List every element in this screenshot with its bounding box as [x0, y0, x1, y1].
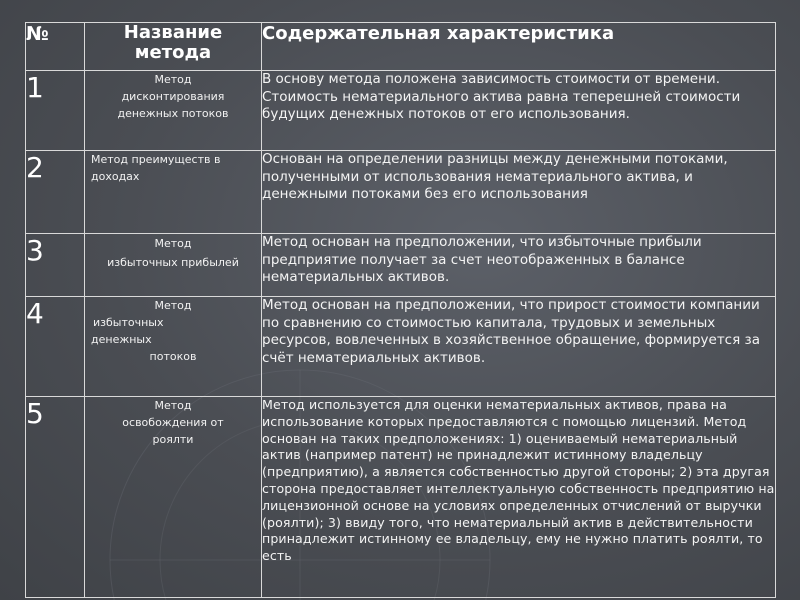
table-row [26, 397, 776, 598]
method-description: Метод основан на предположении, что прирост стоимости компании по сравнению со стоимостью капитала, трудовых и земельных ресурсов, вовлеченных в хозяйственное обращение, формируется за счёт нематериальных активов. [262, 297, 776, 397]
method-name-line: избыточных прибылей [107, 256, 239, 269]
method-name [85, 297, 262, 397]
method-name-line: избыточных [93, 316, 164, 329]
method-name-line: дисконтирования [121, 90, 225, 103]
header-description: Содержательная характеристика [262, 23, 776, 71]
table-row [26, 297, 776, 397]
header-name-line: Название [123, 22, 223, 43]
method-name-line: Метод преимуществ в [91, 153, 221, 166]
method-description: Основан на определении разницы между денежными потоками, полученными от использования нематериального актива, и денежными потоками без его использования [262, 151, 776, 234]
method-name-line: Метод [154, 299, 192, 312]
method-name-line: денежных [91, 333, 152, 346]
method-name-line: освобождения от [122, 416, 224, 429]
header-name-line: метода [134, 42, 212, 63]
method-name [85, 397, 262, 598]
table-header-row [26, 23, 776, 71]
method-description: Метод основан на предположении, что избыточные прибыли предприятие получает за счет неотображенных в балансе нематериальных активов. [262, 234, 776, 297]
table-row [26, 234, 776, 297]
table-row [26, 71, 776, 151]
header-method-name [85, 23, 262, 71]
method-name [85, 71, 262, 151]
method-name [85, 234, 262, 297]
row-number: 1 [26, 71, 85, 151]
method-name-line: Метод [154, 73, 192, 86]
row-number: 4 [26, 297, 85, 397]
header-number: № [26, 23, 85, 71]
row-number: 2 [26, 151, 85, 234]
row-number: 5 [26, 397, 85, 598]
method-description: Метод используется для оценки нематериальных активов, права на использование которых предоставляются с помощью лицензий. Метод основан на таких предположениях: 1) оцениваемый нематериальный актив (например патент) не принадлежит истинному владельцу (предприятию), а является собственностью другой стороны; 2) эта другая сторона предоставляет интеллектуальную собственность предприятию на лицензионной основе на условиях определенных отчислений от выручки (роялти); 3) ввиду того, что нематериальный актив в действительности принадлежит истинному ее владельцу, ему не нужно платить роялти, то есть [262, 397, 776, 598]
method-name-line: Метод [154, 237, 192, 250]
method-description: В основу метода положена зависимость стоимости от времени. Стоимость нематериального актива равна теперешней стоимости будущих денежных потоков от его использования. [262, 71, 776, 151]
method-name-line: Метод [154, 399, 192, 412]
row-number: 3 [26, 234, 85, 297]
method-name-line: доходах [91, 170, 140, 183]
method-name [85, 151, 262, 234]
method-name-line: потоков [149, 350, 197, 363]
method-name-line: роялти [152, 433, 194, 446]
method-name-line: денежных потоков [117, 107, 229, 120]
table-row [26, 151, 776, 234]
methods-table [25, 22, 776, 598]
